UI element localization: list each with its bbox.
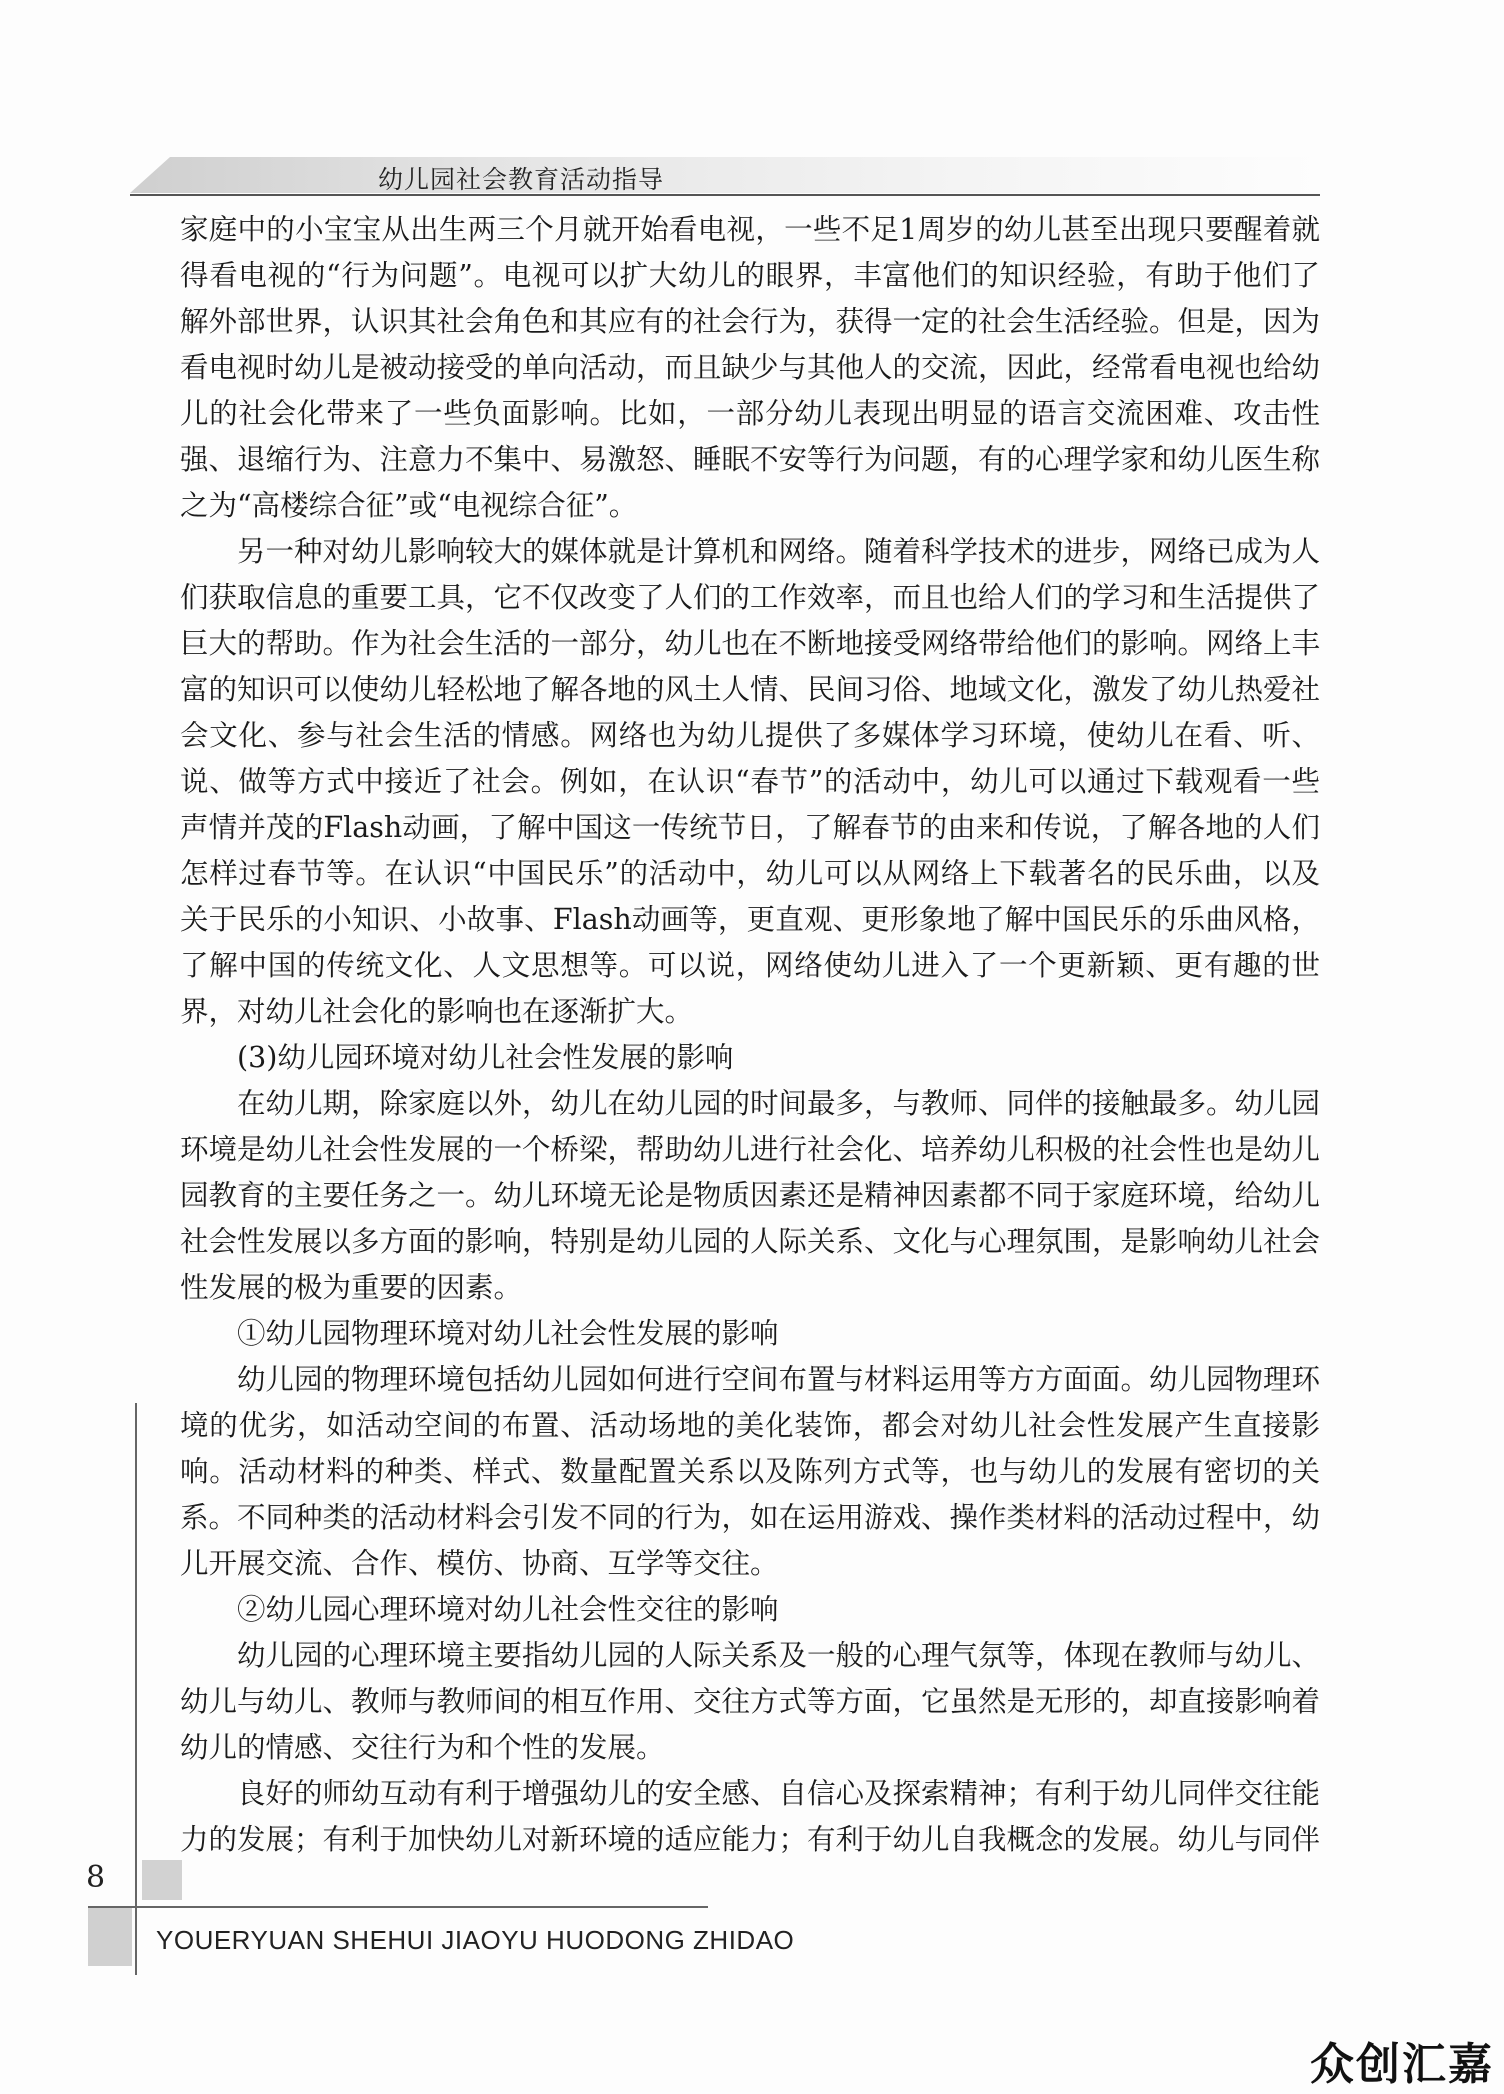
paragraph-physical-environment: 幼儿园的物理环境包括幼儿园如何进行空间布置与材料运用等方方面面。幼儿园物理环境的优劣，如活动空间的布置、活动场地的美化装饰，都会对幼儿社会性发展产生直接影响。活动材料的种类、样式、数量配置关系以及陈列方式等，也与幼儿的发展有密切的关系。不同种类的活动材料会引发不同的行为，如在运用游戏、操作类材料的活动过程中，幼儿开展交流、合作、模仿、协商、互学等交往。 <box>180 1363 1321 1580</box>
page-number-box <box>142 1860 182 1900</box>
body-text <box>180 207 1320 1863</box>
paragraph-teacher-child-interaction: 良好的师幼互动有利于增强幼儿的安全感、自信心及探索精神；有利于幼儿同伴交往能力的发展；有利于加快幼儿对新环境的适应能力；有利于幼儿自我概念的发展。幼儿与同伴 <box>180 1777 1321 1856</box>
section-heading-kindergarten-environment: (3)幼儿园环境对幼儿社会性发展的影响 <box>237 1041 734 1074</box>
header-decoration-bar <box>130 157 1320 193</box>
watermark-logo: 众创汇嘉 <box>1310 2039 1494 2090</box>
subheading-psychological-environment: ②幼儿园心理环境对幼儿社会性交往的影响 <box>237 1593 779 1626</box>
running-header-title: 幼儿园社会教育活动指导 <box>378 165 665 194</box>
footer-series-title: YOUERYUAN SHEHUI JIAOYU HUODONG ZHIDAO <box>156 1925 795 1955</box>
subheading-physical-environment: ①幼儿园物理环境对幼儿社会性发展的影响 <box>237 1317 779 1350</box>
header-rule <box>130 194 1320 196</box>
paragraph-tv-influence: 家庭中的小宝宝从出生两三个月就开始看电视，一些不足1周岁的幼儿甚至出现只要醒着就得看电视的“行为问题”。电视可以扩大幼儿的眼界，丰富他们的知识经验，有助于他们了解外部世界，认识其社会角色和其应有的社会行为，获得一定的社会生活经验。但是，因为看电视时幼儿是被动接受的单向活动，而且缺少与其他人的交流，因此，经常看电视也给幼儿的社会化带来了一些负面影响。比如，一部分幼儿表现出明显的语言交流困难、攻击性强、退缩行为、注意力不集中、易激怒、睡眠不安等行为问题，有的心理学家和幼儿医生称之为“高楼综合征”或“电视综合征”。 <box>180 213 1321 522</box>
page-number: 8 <box>86 1860 106 1895</box>
paragraph-internet-influence: 另一种对幼儿影响较大的媒体就是计算机和网络。随着科学技术的进步，网络已成为人们获取信息的重要工具，它不仅改变了人们的工作效率，而且也给人们的学习和生活提供了巨大的帮助。作为社会生活的一部分，幼儿也在不断地接受网络带给他们的影响。网络上丰富的知识可以使幼儿轻松地了解各地的风土人情、民间习俗、地域文化，激发了幼儿热爱社会文化、参与社会生活的情感。网络也为幼儿提供了多媒体学习环境，使幼儿在看、听、说、做等方式中接近了社会。例如，在认识“春节”的活动中，幼儿可以通过下载观看一些声情并茂的Flash动画，了解中国这一传统节日，了解春节的由来和传说，了解各地的人们怎样过春节等。在认识“中国民乐”的活动中，幼儿可以从网络上下载著名的民乐曲，以及关于民乐的小知识、小故事、Flash动画等，更直观、更形象地了解中国民乐的乐曲风格，了解中国的传统文化、人文思想等。可以说，网络使幼儿进入了一个更新颖、更有趣的世界，对幼儿社会化的影响也在逐渐扩大。 <box>180 535 1321 1028</box>
paragraph-psychological-environment: 幼儿园的心理环境主要指幼儿园的人际关系及一般的心理气氛等，体现在教师与幼儿、幼儿与幼儿、教师与教师间的相互作用、交往方式等方面，它虽然是无形的，却直接影响着幼儿的情感、交往行为和个性的发展。 <box>180 1639 1321 1764</box>
footer-rule <box>88 1906 708 1908</box>
margin-rule <box>135 1403 137 1975</box>
paragraph-kindergarten-environment: 在幼儿期，除家庭以外，幼儿在幼儿园的时间最多，与教师、同伴的接触最多。幼儿园环境是幼儿社会性发展的一个桥梁，帮助幼儿进行社会化、培养幼儿积极的社会性也是幼儿园教育的主要任务之一。幼儿环境无论是物质因素还是精神因素都不同于家庭环境，给幼儿社会性发展以多方面的影响，特别是幼儿园的人际关系、文化与心理氛围，是影响幼儿社会性发展的极为重要的因素。 <box>180 1087 1321 1304</box>
footer-decoration-block <box>88 1908 132 1966</box>
